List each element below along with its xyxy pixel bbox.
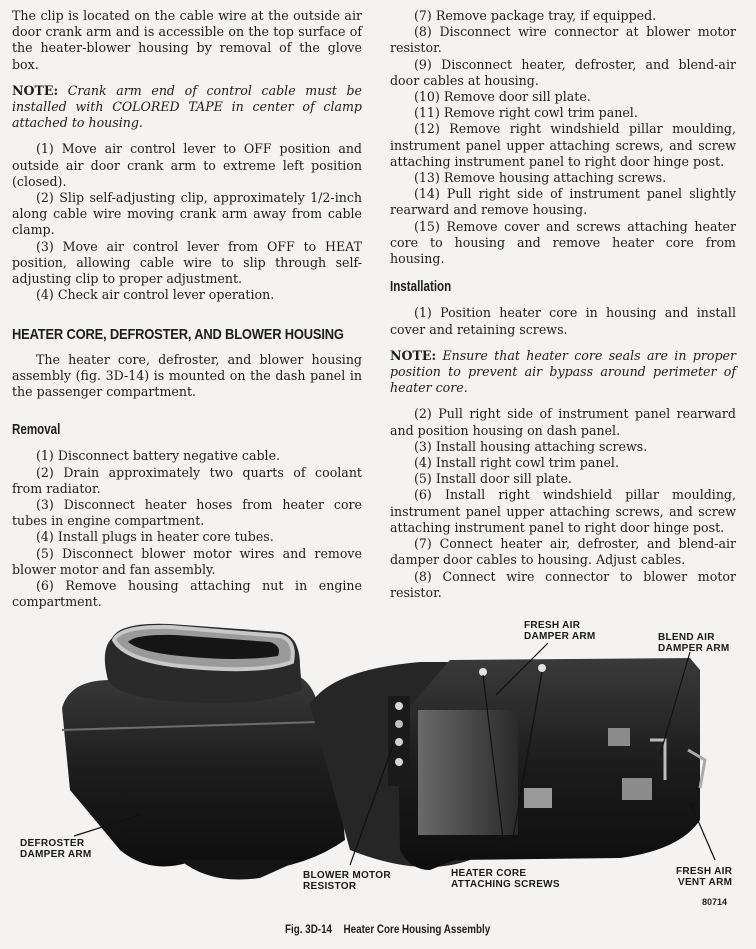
- label-line: FRESH AIR: [676, 866, 733, 877]
- label-line: VENT ARM: [677, 877, 733, 888]
- label-fresh-air-damper-arm: [524, 620, 596, 642]
- installation-heading: Installation: [390, 279, 452, 296]
- label-line: FRESH AIR: [524, 620, 581, 631]
- label-line: RESISTOR: [303, 881, 357, 892]
- section-intro: The heater core, defroster, and blower housing assembly (fig. 3D-14) is mounted on the dash panel in the passenger compartment.: [12, 351, 362, 400]
- caption-title: Heater Core Housing Assembly: [343, 922, 491, 936]
- list-item: (7) Remove package tray, if equipped.: [414, 8, 657, 23]
- list-item: (8) Disconnect wire connector at blower motor resistor.: [390, 24, 736, 56]
- list-item: (15) Remove cover and screws attaching heater core to housing and remove heater core from housing.: [390, 218, 736, 267]
- list-item: (1) Position heater core in housing and install cover and retaining screws.: [390, 305, 736, 337]
- label-blend-air-damper-arm: [658, 632, 730, 654]
- heater-core-housing-illustration: [0, 610, 756, 949]
- label-line: DAMPER ARM: [524, 631, 596, 642]
- label-defroster-damper-arm: [20, 838, 92, 860]
- list-item: (13) Remove housing attaching screws.: [414, 170, 667, 186]
- list-item: (7) Connect heater air, defroster, and blend-air damper door cables to housing. Adjust cables.: [390, 536, 736, 568]
- list-item: (1) Move air control lever to OFF position and outside air door crank arm to extreme left position (closed).: [12, 141, 362, 189]
- list-item: (4) Check air control lever operation.: [36, 287, 275, 303]
- heater-core: [418, 710, 518, 835]
- intro-paragraph: The clip is located on the cable wire at the outside air door crank arm and is accessible on the top surface of the heater-blower housing by removal of the glove box.: [12, 8, 362, 72]
- label-heater-core-attaching-screws: [451, 868, 560, 890]
- list-item: (12) Remove right windshield pillar moulding, instrument panel upper attaching screws, and screw attaching instrument panel to right door hinge post.: [390, 121, 736, 169]
- label-line: HEATER CORE: [451, 868, 527, 879]
- list-item: (3) Disconnect heater hoses from heater core tubes in engine compartment.: [12, 497, 362, 529]
- list-item: (8) Connect wire connector to blower motor resistor.: [390, 568, 736, 600]
- label-blower-motor-resistor: [303, 870, 391, 892]
- note-text: Ensure that heater core seals are in proper position to prevent air bypass around perimeter of heater core.: [390, 347, 736, 396]
- label-line: BLEND AIR: [658, 632, 715, 643]
- label-line: ATTACHING SCREWS: [451, 879, 560, 890]
- list-item: (5) Install door sill plate.: [414, 471, 572, 487]
- note-label: NOTE:: [390, 347, 437, 363]
- note-heater-core-seals: [390, 348, 736, 397]
- list-item: (2) Drain approximately two quarts of coolant from radiator.: [12, 464, 362, 496]
- caption-number: Fig. 3D-14: [285, 922, 333, 936]
- label-line: DEFROSTER: [20, 838, 85, 849]
- section-heading: HEATER CORE, DEFROSTER, AND BLOWER HOUSING: [12, 326, 344, 344]
- note-label: NOTE:: [12, 82, 59, 98]
- list-item: (1) Disconnect battery negative cable.: [36, 448, 281, 464]
- left-column: [12, 8, 362, 611]
- label-line: BLOWER MOTOR: [303, 870, 391, 881]
- list-item: (6) Install right windshield pillar moulding, instrument panel upper attaching screws, and screw attaching instrument panel to right door hinge post.: [390, 487, 736, 535]
- label-line: DAMPER ARM: [658, 643, 730, 654]
- right-column: [390, 8, 736, 601]
- list-item: (3) Install housing attaching screws.: [414, 438, 648, 454]
- label-line: DAMPER ARM: [20, 849, 92, 860]
- removal-heading: Removal: [12, 422, 61, 439]
- note-crank-arm: [12, 83, 362, 132]
- list-item: (5) Disconnect blower motor wires and remove blower motor and fan assembly.: [12, 545, 362, 577]
- list-item: (2) Slip self-adjusting clip, approximately 1/2-inch along cable wire moving crank arm away from cable clamp.: [12, 190, 362, 238]
- list-item: (11) Remove right cowl trim panel.: [414, 105, 638, 121]
- list-item: (6) Remove housing attaching nut in engine compartment.: [12, 578, 362, 610]
- list-item: (4) Install plugs in heater core tubes.: [36, 529, 274, 545]
- figure-number: 80714: [702, 897, 728, 907]
- list-item: (9) Disconnect heater, defroster, and blend-air door cables at housing.: [390, 56, 736, 88]
- label-fresh-air-vent-arm: [676, 866, 732, 888]
- list-item: (14) Pull right side of instrument panel slightly rearward and remove housing.: [390, 186, 736, 218]
- list-item: (2) Pull right side of instrument panel rearward and position housing on dash panel.: [390, 406, 736, 438]
- list-item: (3) Move air control lever from OFF to HEAT position, allowing cable wire to slip through self-adjusting clip to proper adjustment.: [12, 238, 362, 287]
- list-item: (10) Remove door sill plate.: [414, 89, 591, 105]
- leader-fresh-air-vent: [690, 802, 715, 860]
- list-item: (4) Install right cowl trim panel.: [414, 455, 619, 471]
- note-text: Crank arm end of control cable must be installed with COLORED TAPE in center of clamp attached to housing.: [12, 82, 362, 131]
- figure-caption: [285, 922, 490, 936]
